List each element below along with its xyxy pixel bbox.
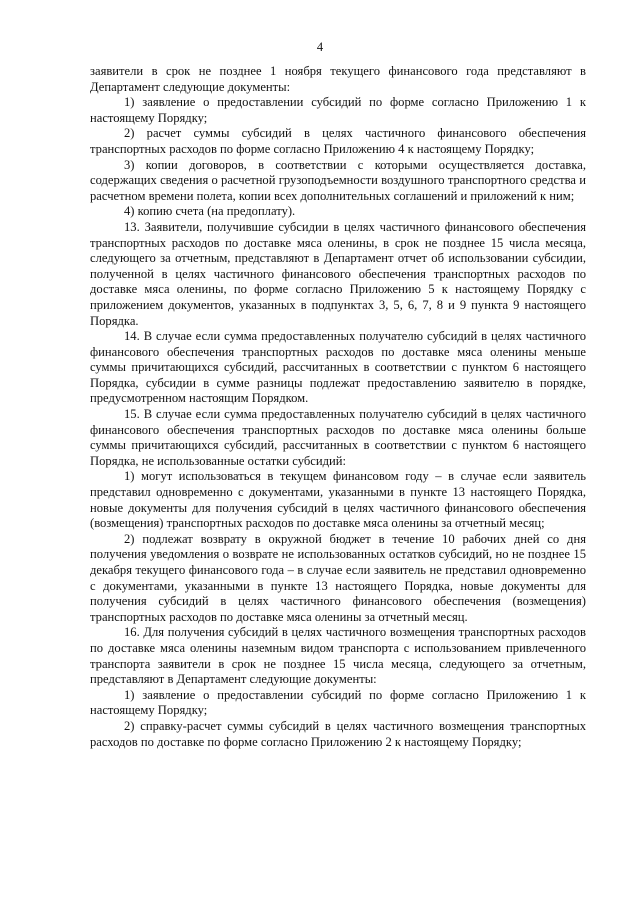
clause-14: 14. В случае если сумма предоставленных получателю субсидий в целях частичного финансового обеспечения транспортных расходов по доставке мяса оленины меньше суммы причитающихся субсидий, рассчитанных в соответствии с пунктом 6 настоящего Порядка, субсидии в сумме разницы подлежат предоставлению заявителю в порядке, предусмотренном настоящим Порядком. xyxy=(90,329,586,406)
clause-15: 15. В случае если сумма предоставленных получателю субсидий в целях частичного финансового обеспечения транспортных расходов по доставке мяса оленины больше суммы причитающихся субсидий, рассчитанных в соответствии с пунктом 6 настоящего Порядка, не использованные остатки субсидий: xyxy=(90,407,586,468)
list-item-invoice: 4) копию счета (на предоплату). xyxy=(124,204,296,219)
clause-16: 16. Для получения субсидий в целях частичного возмещения транспортных расходов по доставке мяса оленины наземным видом транспорта с использованием привлеченного транспорта заявители в срок не позднее 15 числа месяца, следующего за отчетным, представляют в Департамент следующие документы: xyxy=(90,625,586,687)
list-item-calculation: 2) расчет суммы субсидий в целях частичного финансового обеспечения транспортных расходов по форме согласно Приложению 4 к настоящему Порядку; xyxy=(90,126,586,156)
clause-16-item-2: 2) справку-расчет суммы субсидий в целях частичного возмещения транспортных расходов по доставке по форме согласно Приложению 2 к настоящему Порядку; xyxy=(90,718,586,749)
clause-15-item-2: 2) подлежат возврату в окружной бюджет в течение 10 рабочих дней со дня получения уведомления о возврате не использованных остатков субсидий, но не позднее 15 декабря текущего финансового года – в случае если заявитель не представил одновременно с документами, указанными в пункте 13 настоящего Порядка, новые документы для получения субсидий в целях частичного финансового обеспечения (возмещения) транспортных расходов по доставке мяса оленины за отчетный месяц. xyxy=(90,531,586,624)
paragraph-intro: заявители в срок не позднее 1 ноября текущего финансового года представляют в Департамент следующие документы: xyxy=(90,64,586,94)
list-item-contracts: 3) копии договоров, в соответствии с которыми осуществляется доставка, содержащих сведения о расчетной грузоподъемности воздушного транспортного средства и расчетном времени полета, копии всех дополнительных соглашений и приложений к ним; xyxy=(90,157,586,203)
list-item-application: 1) заявление о предоставлении субсидий по форме согласно Приложению 1 к настоящему Порядку; xyxy=(90,95,586,125)
clause-13: 13. Заявители, получившие субсидии в целях частичного финансового обеспечения транспортных расходов по доставке мяса оленины, в срок не позднее 15 числа месяца, следующего за отчетным, представляют в Департамент отчет об использовании субсидии, полученной в целях частичного финансового обеспечения транспортных расходов по доставке мяса оленины, по форме согласно Приложению 5 к настоящему Порядку с приложением документов, указанных в подпунктах 3, 5, 6, 7, 8 и 9 пункта 9 настоящего Порядка. xyxy=(90,219,586,328)
clause-16-item-1: 1) заявление о предоставлении субсидий по форме согласно Приложению 1 к настоящему Порядку; xyxy=(90,687,586,718)
clause-15-item-1: 1) могут использоваться в текущем финансовом году – в случае если заявитель представил одновременно с документами, указанными в пункте 13 настоящего Порядка, новые документы для получения субсидий в целях частичного финансового обеспечения (возмещения) транспортных расходов по доставке мяса оленины за отчетный месяц; xyxy=(90,469,586,531)
document-body xyxy=(90,64,586,750)
page-number: 4 xyxy=(316,40,324,54)
